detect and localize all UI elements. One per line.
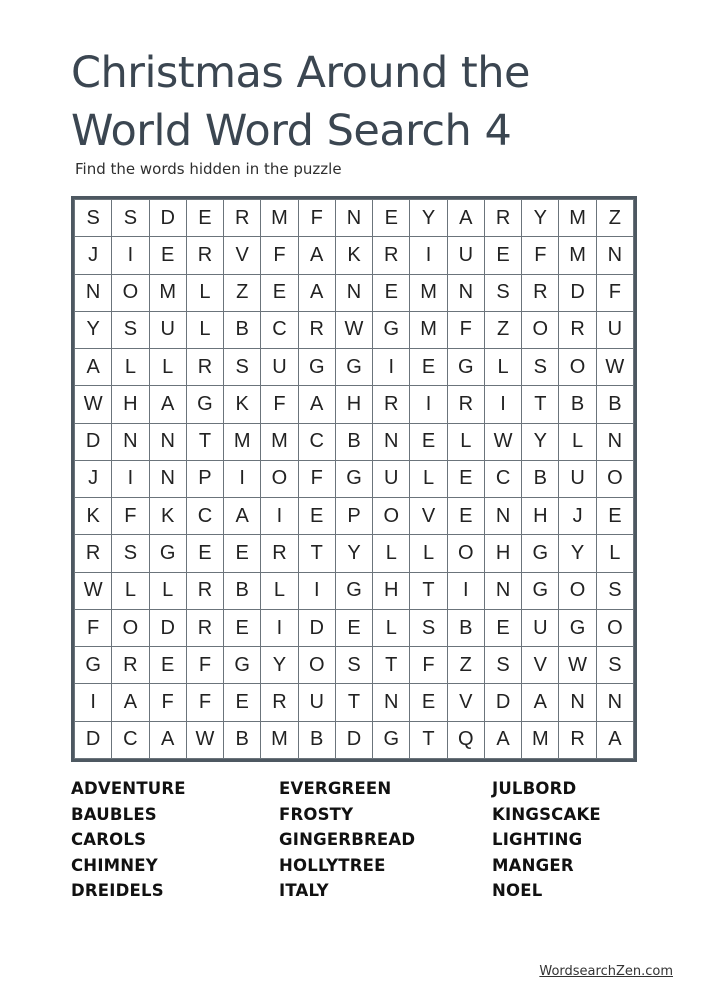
grid-cell[interactable]: E [447, 460, 484, 497]
grid-cell[interactable]: I [484, 386, 521, 423]
grid-cell[interactable]: F [186, 647, 223, 684]
grid-cell[interactable]: R [112, 647, 149, 684]
grid-cell[interactable]: Z [596, 200, 633, 237]
grid-row [75, 609, 634, 646]
grid-cell[interactable]: K [335, 237, 372, 274]
grid-cell[interactable]: C [186, 498, 223, 535]
grid-cell[interactable]: U [298, 684, 335, 721]
grid-cell[interactable]: J [559, 498, 596, 535]
instructions: Find the words hidden in the puzzle [75, 160, 342, 178]
grid-cell[interactable]: A [149, 386, 186, 423]
grid-cell[interactable]: S [112, 200, 149, 237]
grid-cell[interactable]: D [75, 721, 112, 758]
grid-cell[interactable]: L [373, 609, 410, 646]
grid-cell[interactable]: A [75, 349, 112, 386]
grid-cell[interactable]: W [75, 386, 112, 423]
grid-cell[interactable]: R [261, 684, 298, 721]
grid-cell[interactable]: I [410, 386, 447, 423]
grid-cell[interactable]: U [596, 311, 633, 348]
grid-cell[interactable]: N [596, 684, 633, 721]
grid-cell[interactable]: G [335, 572, 372, 609]
grid-cell[interactable]: F [522, 237, 559, 274]
grid-cell[interactable]: R [484, 200, 521, 237]
word-list [71, 776, 631, 916]
grid-cell[interactable]: L [596, 535, 633, 572]
grid-cell[interactable]: E [224, 609, 261, 646]
grid-cell[interactable]: L [447, 423, 484, 460]
grid-cell[interactable]: G [522, 535, 559, 572]
grid-cell[interactable]: S [112, 535, 149, 572]
grid-cell[interactable]: O [112, 609, 149, 646]
grid-cell[interactable]: Y [75, 311, 112, 348]
grid-cell[interactable]: H [522, 498, 559, 535]
grid-cell[interactable]: W [186, 721, 223, 758]
grid-cell[interactable]: H [335, 386, 372, 423]
grid-cell[interactable]: W [75, 572, 112, 609]
grid-cell[interactable]: O [559, 349, 596, 386]
grid-cell[interactable]: K [75, 498, 112, 535]
grid-cell[interactable]: B [224, 311, 261, 348]
grid-cell[interactable]: E [149, 237, 186, 274]
grid-cell[interactable]: O [447, 535, 484, 572]
grid-cell[interactable]: V [224, 237, 261, 274]
grid-cell[interactable]: I [298, 572, 335, 609]
grid-cell[interactable]: Y [559, 535, 596, 572]
grid-cell[interactable]: Z [447, 647, 484, 684]
grid-cell[interactable]: N [447, 274, 484, 311]
grid-cell[interactable]: F [298, 460, 335, 497]
grid-cell[interactable]: E [373, 200, 410, 237]
grid-cell[interactable]: B [522, 460, 559, 497]
grid-cell[interactable]: T [298, 535, 335, 572]
grid-cell[interactable]: L [410, 535, 447, 572]
grid-cell[interactable]: I [261, 609, 298, 646]
title-line-2: World Word Search 4 [71, 106, 512, 156]
grid-cell[interactable]: A [298, 274, 335, 311]
word-item: FROSTY [279, 804, 354, 824]
word-item: CAROLS [71, 830, 147, 850]
grid-cell[interactable]: V [410, 498, 447, 535]
word-item: NOEL [492, 881, 543, 901]
grid-cell[interactable]: G [373, 311, 410, 348]
grid-cell[interactable]: S [75, 200, 112, 237]
grid-cell[interactable]: D [149, 200, 186, 237]
word-item: DREIDELS [71, 881, 164, 901]
grid-cell[interactable]: L [373, 535, 410, 572]
grid-cell[interactable]: J [75, 237, 112, 274]
grid-cell[interactable]: G [298, 349, 335, 386]
grid-cell[interactable]: P [186, 460, 223, 497]
grid-cell[interactable]: R [559, 721, 596, 758]
grid-cell[interactable]: F [410, 647, 447, 684]
grid-cell[interactable]: A [484, 721, 521, 758]
grid-cell[interactable]: C [261, 311, 298, 348]
grid-cell[interactable]: Y [410, 200, 447, 237]
grid-cell[interactable]: B [596, 386, 633, 423]
grid-cell[interactable]: U [559, 460, 596, 497]
grid-cell[interactable]: I [261, 498, 298, 535]
grid-cell[interactable]: J [75, 460, 112, 497]
grid-cell[interactable]: E [410, 684, 447, 721]
grid-cell[interactable]: M [224, 423, 261, 460]
grid-cell[interactable]: E [447, 498, 484, 535]
grid-cell[interactable]: W [335, 311, 372, 348]
grid-cell[interactable]: I [224, 460, 261, 497]
grid-cell[interactable]: G [373, 721, 410, 758]
grid-cell[interactable]: S [335, 647, 372, 684]
grid-cell[interactable]: G [75, 647, 112, 684]
grid-row [75, 498, 634, 535]
grid-cell[interactable]: I [410, 237, 447, 274]
grid-cell[interactable]: Y [522, 200, 559, 237]
grid-cell[interactable]: N [335, 200, 372, 237]
grid-cell[interactable]: F [261, 386, 298, 423]
grid-row [75, 237, 634, 274]
grid-cell[interactable]: G [447, 349, 484, 386]
word-item: KINGSCAKE [492, 804, 601, 824]
grid-cell[interactable]: T [335, 684, 372, 721]
grid-cell[interactable]: L [484, 349, 521, 386]
grid-cell[interactable]: D [149, 609, 186, 646]
grid-cell[interactable]: E [224, 684, 261, 721]
grid-cell[interactable]: U [373, 460, 410, 497]
grid-cell[interactable]: T [522, 386, 559, 423]
grid-cell[interactable]: O [373, 498, 410, 535]
grid-cell[interactable]: B [298, 721, 335, 758]
grid-cell[interactable]: W [484, 423, 521, 460]
word-item: GINGERBREAD [279, 830, 416, 850]
grid-cell[interactable]: D [298, 609, 335, 646]
grid-cell[interactable]: Y [261, 647, 298, 684]
grid-cell[interactable]: F [75, 609, 112, 646]
site-link[interactable]: WordsearchZen.com [539, 964, 673, 979]
grid-cell[interactable]: P [335, 498, 372, 535]
word-item: ITALY [279, 881, 329, 901]
grid-cell[interactable]: T [410, 721, 447, 758]
grid-cell[interactable]: R [447, 386, 484, 423]
grid-cell[interactable]: R [298, 311, 335, 348]
grid-cell[interactable]: E [410, 423, 447, 460]
grid-cell[interactable]: I [75, 684, 112, 721]
grid-cell[interactable]: A [298, 237, 335, 274]
grid-cell[interactable]: D [484, 684, 521, 721]
grid-cell[interactable]: C [112, 721, 149, 758]
grid-cell[interactable]: F [447, 311, 484, 348]
grid-row [75, 274, 634, 311]
grid-cell[interactable]: S [522, 349, 559, 386]
grid-cell[interactable]: R [261, 535, 298, 572]
grid-cell[interactable]: B [224, 572, 261, 609]
grid-cell[interactable]: B [224, 721, 261, 758]
grid-cell[interactable]: M [261, 200, 298, 237]
grid-cell[interactable]: G [522, 572, 559, 609]
grid-cell[interactable]: R [186, 237, 223, 274]
grid-cell[interactable]: S [112, 311, 149, 348]
page-title [71, 44, 530, 160]
grid-cell[interactable]: N [75, 274, 112, 311]
grid-cell[interactable]: K [224, 386, 261, 423]
grid-cell[interactable]: R [224, 200, 261, 237]
grid-cell[interactable]: R [75, 535, 112, 572]
grid-row [75, 572, 634, 609]
word-item: JULBORD [492, 779, 577, 798]
grid-cell[interactable]: D [559, 274, 596, 311]
grid-row [75, 684, 634, 721]
word-item: BAUBLES [71, 804, 157, 824]
grid-cell[interactable]: F [149, 684, 186, 721]
grid-cell[interactable]: W [596, 349, 633, 386]
letter-grid [74, 199, 634, 759]
grid-cell[interactable]: Z [484, 311, 521, 348]
grid-cell[interactable]: I [112, 460, 149, 497]
word-item: EVERGREEN [279, 779, 392, 798]
grid-cell[interactable]: G [149, 535, 186, 572]
grid-cell[interactable]: Y [522, 423, 559, 460]
grid-cell[interactable]: R [559, 311, 596, 348]
grid-cell[interactable]: M [522, 721, 559, 758]
grid-row [75, 460, 634, 497]
grid-cell[interactable]: B [447, 609, 484, 646]
grid-row [75, 647, 634, 684]
word-column-2 [279, 776, 415, 904]
grid-cell[interactable]: S [596, 572, 633, 609]
grid-cell[interactable]: C [298, 423, 335, 460]
grid-cell[interactable]: E [596, 498, 633, 535]
grid-cell[interactable]: E [224, 535, 261, 572]
grid-cell[interactable]: A [522, 684, 559, 721]
grid-cell[interactable]: L [410, 460, 447, 497]
grid-cell[interactable]: N [484, 498, 521, 535]
grid-cell[interactable]: G [335, 460, 372, 497]
grid-cell[interactable]: H [484, 535, 521, 572]
grid-cell[interactable]: M [261, 423, 298, 460]
word-column-1 [71, 776, 186, 904]
grid-cell[interactable]: S [484, 274, 521, 311]
grid-cell[interactable]: E [410, 349, 447, 386]
grid-cell[interactable]: M [261, 721, 298, 758]
grid-cell[interactable]: F [596, 274, 633, 311]
grid-cell[interactable]: R [186, 349, 223, 386]
grid-cell[interactable]: I [447, 572, 484, 609]
grid-cell[interactable]: M [410, 311, 447, 348]
grid-cell[interactable]: R [522, 274, 559, 311]
grid-row [75, 349, 634, 386]
grid-cell[interactable]: N [112, 423, 149, 460]
grid-row [75, 721, 634, 758]
grid-cell[interactable]: A [298, 386, 335, 423]
grid-cell[interactable]: E [149, 647, 186, 684]
grid-cell[interactable]: L [112, 349, 149, 386]
grid-cell[interactable]: N [596, 237, 633, 274]
grid-cell[interactable]: O [522, 311, 559, 348]
grid-cell[interactable]: L [186, 311, 223, 348]
grid-cell[interactable]: N [373, 423, 410, 460]
grid-cell[interactable]: F [261, 237, 298, 274]
grid-cell[interactable]: E [484, 237, 521, 274]
grid-cell[interactable]: Q [447, 721, 484, 758]
grid-cell[interactable]: U [261, 349, 298, 386]
grid-row [75, 200, 634, 237]
grid-cell[interactable]: A [224, 498, 261, 535]
grid-cell[interactable]: M [410, 274, 447, 311]
grid-cell[interactable]: L [559, 423, 596, 460]
grid-cell[interactable]: N [484, 572, 521, 609]
grid-cell[interactable]: R [373, 386, 410, 423]
grid-cell[interactable]: I [112, 237, 149, 274]
grid-cell[interactable]: Y [335, 535, 372, 572]
grid-cell[interactable]: O [298, 647, 335, 684]
word-item: LIGHTING [492, 830, 583, 850]
word-item: MANGER [492, 855, 574, 875]
grid-cell[interactable]: G [186, 386, 223, 423]
grid-cell[interactable]: D [335, 721, 372, 758]
grid-cell[interactable]: N [149, 423, 186, 460]
grid-cell[interactable]: G [335, 349, 372, 386]
grid-cell[interactable]: B [559, 386, 596, 423]
puzzle-grid [71, 196, 637, 762]
grid-cell[interactable]: S [596, 647, 633, 684]
grid-cell[interactable]: A [112, 684, 149, 721]
word-column-3 [492, 776, 601, 904]
grid-cell[interactable]: E [186, 200, 223, 237]
grid-cell[interactable]: A [149, 721, 186, 758]
grid-cell[interactable]: N [596, 423, 633, 460]
grid-cell[interactable]: T [186, 423, 223, 460]
grid-cell[interactable]: U [447, 237, 484, 274]
grid-cell[interactable]: R [186, 572, 223, 609]
grid-cell[interactable]: E [298, 498, 335, 535]
grid-cell[interactable]: L [186, 274, 223, 311]
grid-cell[interactable]: T [410, 572, 447, 609]
grid-cell[interactable]: R [186, 609, 223, 646]
grid-cell[interactable]: V [522, 647, 559, 684]
grid-cell[interactable]: N [373, 684, 410, 721]
grid-cell[interactable]: A [447, 200, 484, 237]
word-item: ADVENTURE [71, 779, 186, 798]
grid-cell[interactable]: S [410, 609, 447, 646]
grid-cell[interactable]: N [149, 460, 186, 497]
grid-cell[interactable]: G [559, 609, 596, 646]
grid-cell[interactable]: F [112, 498, 149, 535]
grid-cell[interactable]: K [149, 498, 186, 535]
grid-cell[interactable]: F [298, 200, 335, 237]
grid-cell[interactable]: V [447, 684, 484, 721]
grid-cell[interactable]: T [373, 647, 410, 684]
grid-cell[interactable]: O [559, 572, 596, 609]
grid-cell[interactable]: H [373, 572, 410, 609]
grid-cell[interactable]: U [149, 311, 186, 348]
grid-cell[interactable]: O [596, 460, 633, 497]
grid-cell[interactable]: D [75, 423, 112, 460]
title-line-1: Christmas Around the [71, 48, 530, 98]
grid-cell[interactable]: R [373, 237, 410, 274]
grid-cell[interactable]: W [559, 647, 596, 684]
grid-cell[interactable]: Z [224, 274, 261, 311]
grid-cell[interactable]: I [373, 349, 410, 386]
grid-row [75, 386, 634, 423]
grid-cell[interactable]: H [112, 386, 149, 423]
grid-cell[interactable]: L [149, 572, 186, 609]
grid-cell[interactable]: U [522, 609, 559, 646]
grid-cell[interactable]: O [112, 274, 149, 311]
grid-row [75, 311, 634, 348]
grid-cell[interactable]: F [186, 684, 223, 721]
grid-cell[interactable]: E [261, 274, 298, 311]
grid-cell[interactable]: M [559, 237, 596, 274]
grid-cell[interactable]: L [149, 349, 186, 386]
grid-cell[interactable]: N [559, 684, 596, 721]
grid-cell[interactable]: L [112, 572, 149, 609]
grid-cell[interactable]: E [484, 609, 521, 646]
grid-cell[interactable]: E [373, 274, 410, 311]
grid-cell[interactable]: A [596, 721, 633, 758]
grid-cell[interactable]: O [596, 609, 633, 646]
grid-cell[interactable]: E [186, 535, 223, 572]
grid-cell[interactable]: B [335, 423, 372, 460]
grid-cell[interactable]: S [224, 349, 261, 386]
grid-cell[interactable]: L [261, 572, 298, 609]
grid-cell[interactable]: M [559, 200, 596, 237]
grid-cell[interactable]: M [149, 274, 186, 311]
word-item: HOLLYTREE [279, 855, 386, 875]
grid-cell[interactable]: E [335, 609, 372, 646]
grid-cell[interactable]: O [261, 460, 298, 497]
grid-row [75, 535, 634, 572]
word-item: CHIMNEY [71, 855, 158, 875]
grid-cell[interactable]: G [224, 647, 261, 684]
grid-cell[interactable]: S [484, 647, 521, 684]
grid-row [75, 423, 634, 460]
grid-cell[interactable]: N [335, 274, 372, 311]
grid-cell[interactable]: C [484, 460, 521, 497]
